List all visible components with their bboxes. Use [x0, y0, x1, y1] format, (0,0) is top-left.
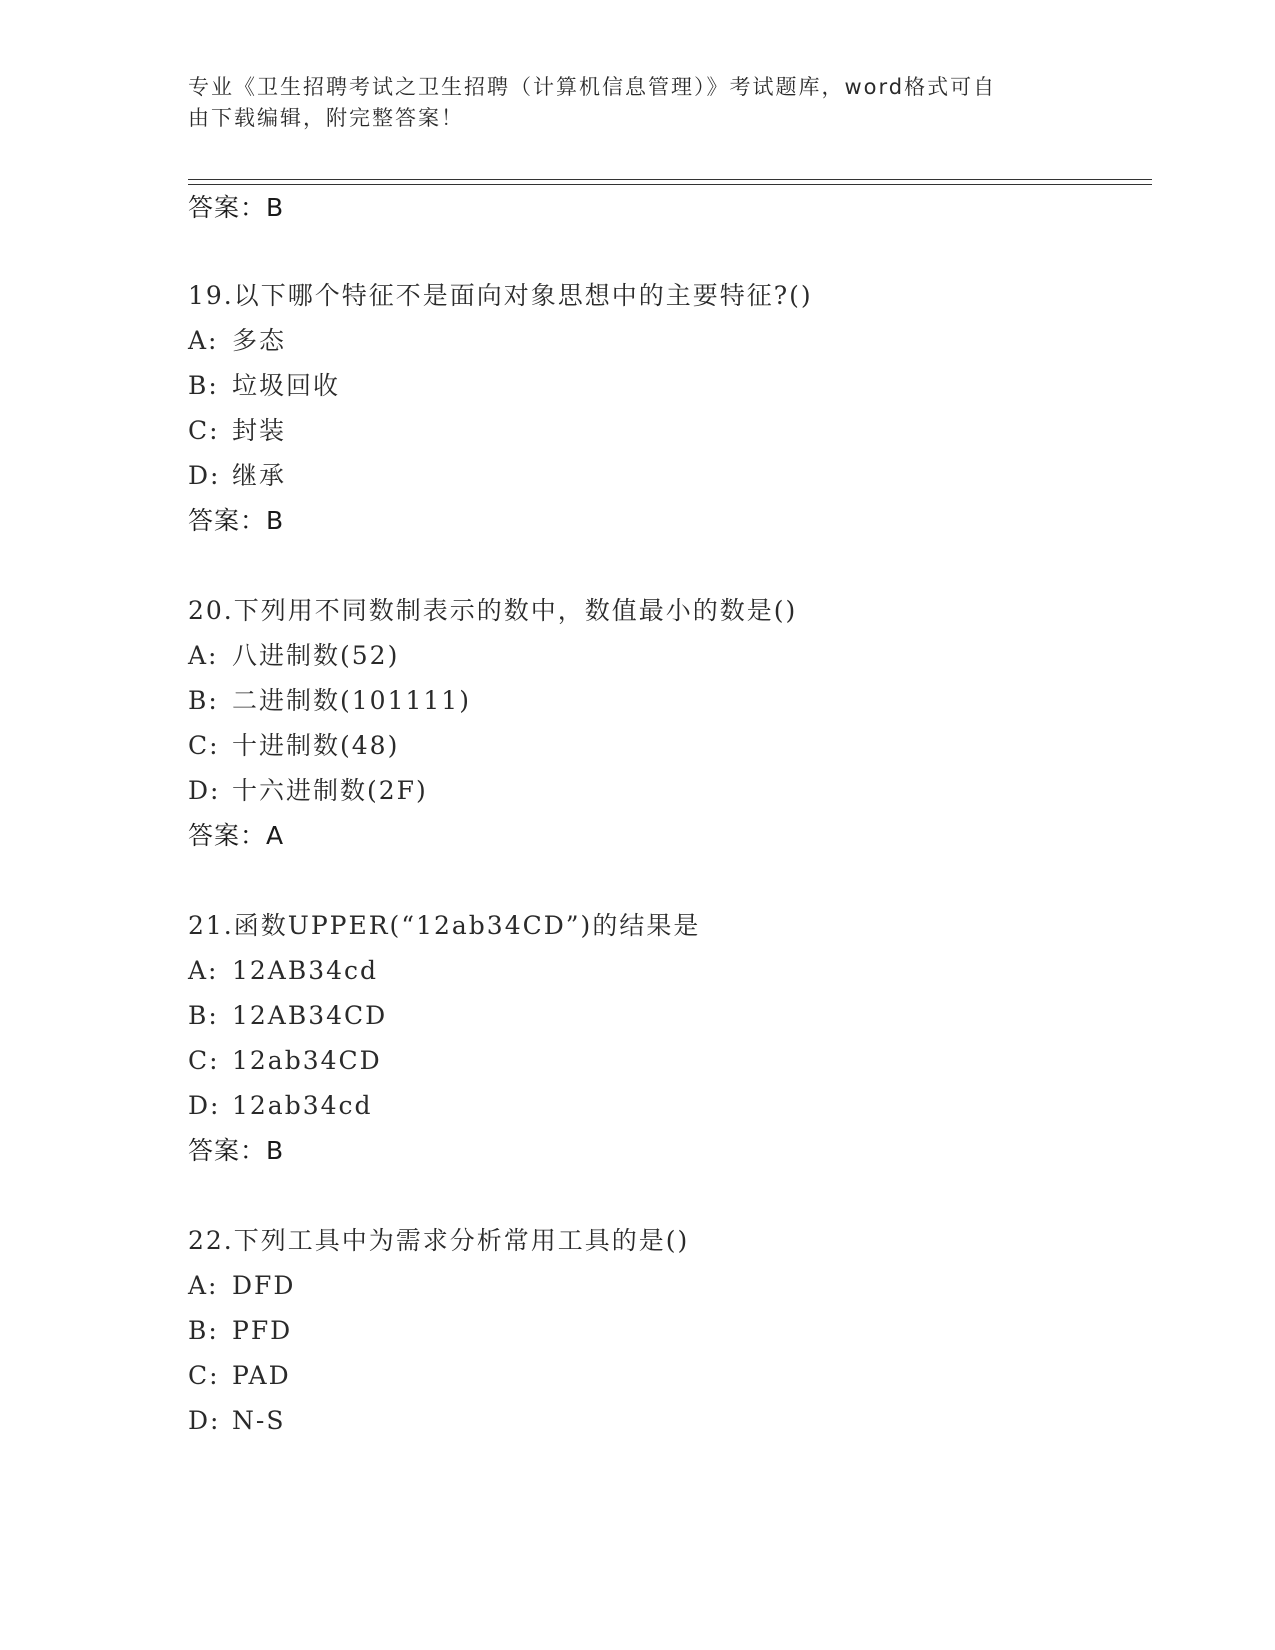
q22-option-a — [188, 1270, 295, 1302]
option-text: PAD — [232, 1361, 291, 1390]
document-header — [188, 72, 1068, 134]
answer-previous: 答案：B — [188, 193, 285, 222]
q20-option-a — [188, 640, 399, 672]
answer-20: 答案：A — [188, 821, 285, 850]
option-text: DFD — [232, 1271, 296, 1300]
q19-option-a — [188, 325, 286, 357]
option-key: D: — [188, 1406, 221, 1435]
q21-option-d — [188, 1090, 373, 1122]
q19-option-d — [188, 460, 286, 492]
option-text: 垃圾回收 — [232, 371, 341, 400]
option-key: A: — [188, 326, 219, 355]
option-key: C: — [188, 1046, 220, 1075]
option-key: C: — [188, 731, 220, 760]
option-key: A: — [188, 641, 219, 670]
answer-19: 答案：B — [188, 506, 285, 535]
option-text: 多态 — [232, 326, 287, 355]
q21-option-a — [188, 955, 378, 987]
header-rule-top — [188, 179, 1152, 180]
option-text: 封装 — [232, 416, 287, 445]
q19-option-c — [188, 415, 286, 447]
q20-option-c — [188, 730, 399, 762]
option-text: 十六进制数(2F) — [232, 776, 428, 805]
option-key: B: — [188, 1001, 219, 1030]
option-text: 继承 — [232, 461, 287, 490]
option-key: A: — [188, 1271, 219, 1300]
option-text: 二进制数(101111) — [232, 686, 471, 715]
q22-option-c — [188, 1360, 291, 1392]
option-text: 八进制数(52) — [232, 641, 400, 670]
option-key: C: — [188, 416, 220, 445]
answer-21: 答案：B — [188, 1136, 285, 1165]
option-text: 12AB34CD — [232, 1001, 388, 1030]
q20-option-d — [188, 775, 428, 807]
option-text: 12ab34cd — [232, 1091, 373, 1120]
option-key: D: — [188, 1091, 221, 1120]
option-text: 十进制数(48) — [232, 731, 400, 760]
question-22: 22.下列工具中为需求分析常用工具的是() — [188, 1226, 690, 1255]
q21-option-c — [188, 1045, 382, 1077]
q21-option-b — [188, 1000, 387, 1032]
q22-option-b — [188, 1315, 292, 1347]
header-line-1: 专业《卫生招聘考试之卫生招聘（计算机信息管理）》考试题库，word格式可自 — [188, 75, 997, 99]
option-key: D: — [188, 776, 221, 805]
option-key: C: — [188, 1361, 220, 1390]
option-key: B: — [188, 686, 219, 715]
header-rule-bottom — [188, 184, 1152, 185]
question-20: 20.下列用不同数制表示的数中，数值最小的数是() — [188, 596, 798, 625]
option-text: 12ab34CD — [232, 1046, 382, 1075]
option-text: PFD — [232, 1316, 293, 1345]
question-21: 21.函数UPPER(“12ab34CD”)的结果是 — [188, 911, 701, 940]
option-key: A: — [188, 956, 219, 985]
header-line-2: 由下载编辑，附完整答案！ — [188, 106, 464, 130]
q22-option-d — [188, 1405, 285, 1437]
q20-option-b — [188, 685, 471, 717]
option-key: B: — [188, 371, 219, 400]
question-19: 19.以下哪个特征不是面向对象思想中的主要特征?() — [188, 281, 813, 310]
option-text: 12AB34cd — [232, 956, 379, 985]
option-text: N-S — [232, 1406, 286, 1435]
option-key: D: — [188, 461, 221, 490]
q19-option-b — [188, 370, 340, 402]
option-key: B: — [188, 1316, 219, 1345]
